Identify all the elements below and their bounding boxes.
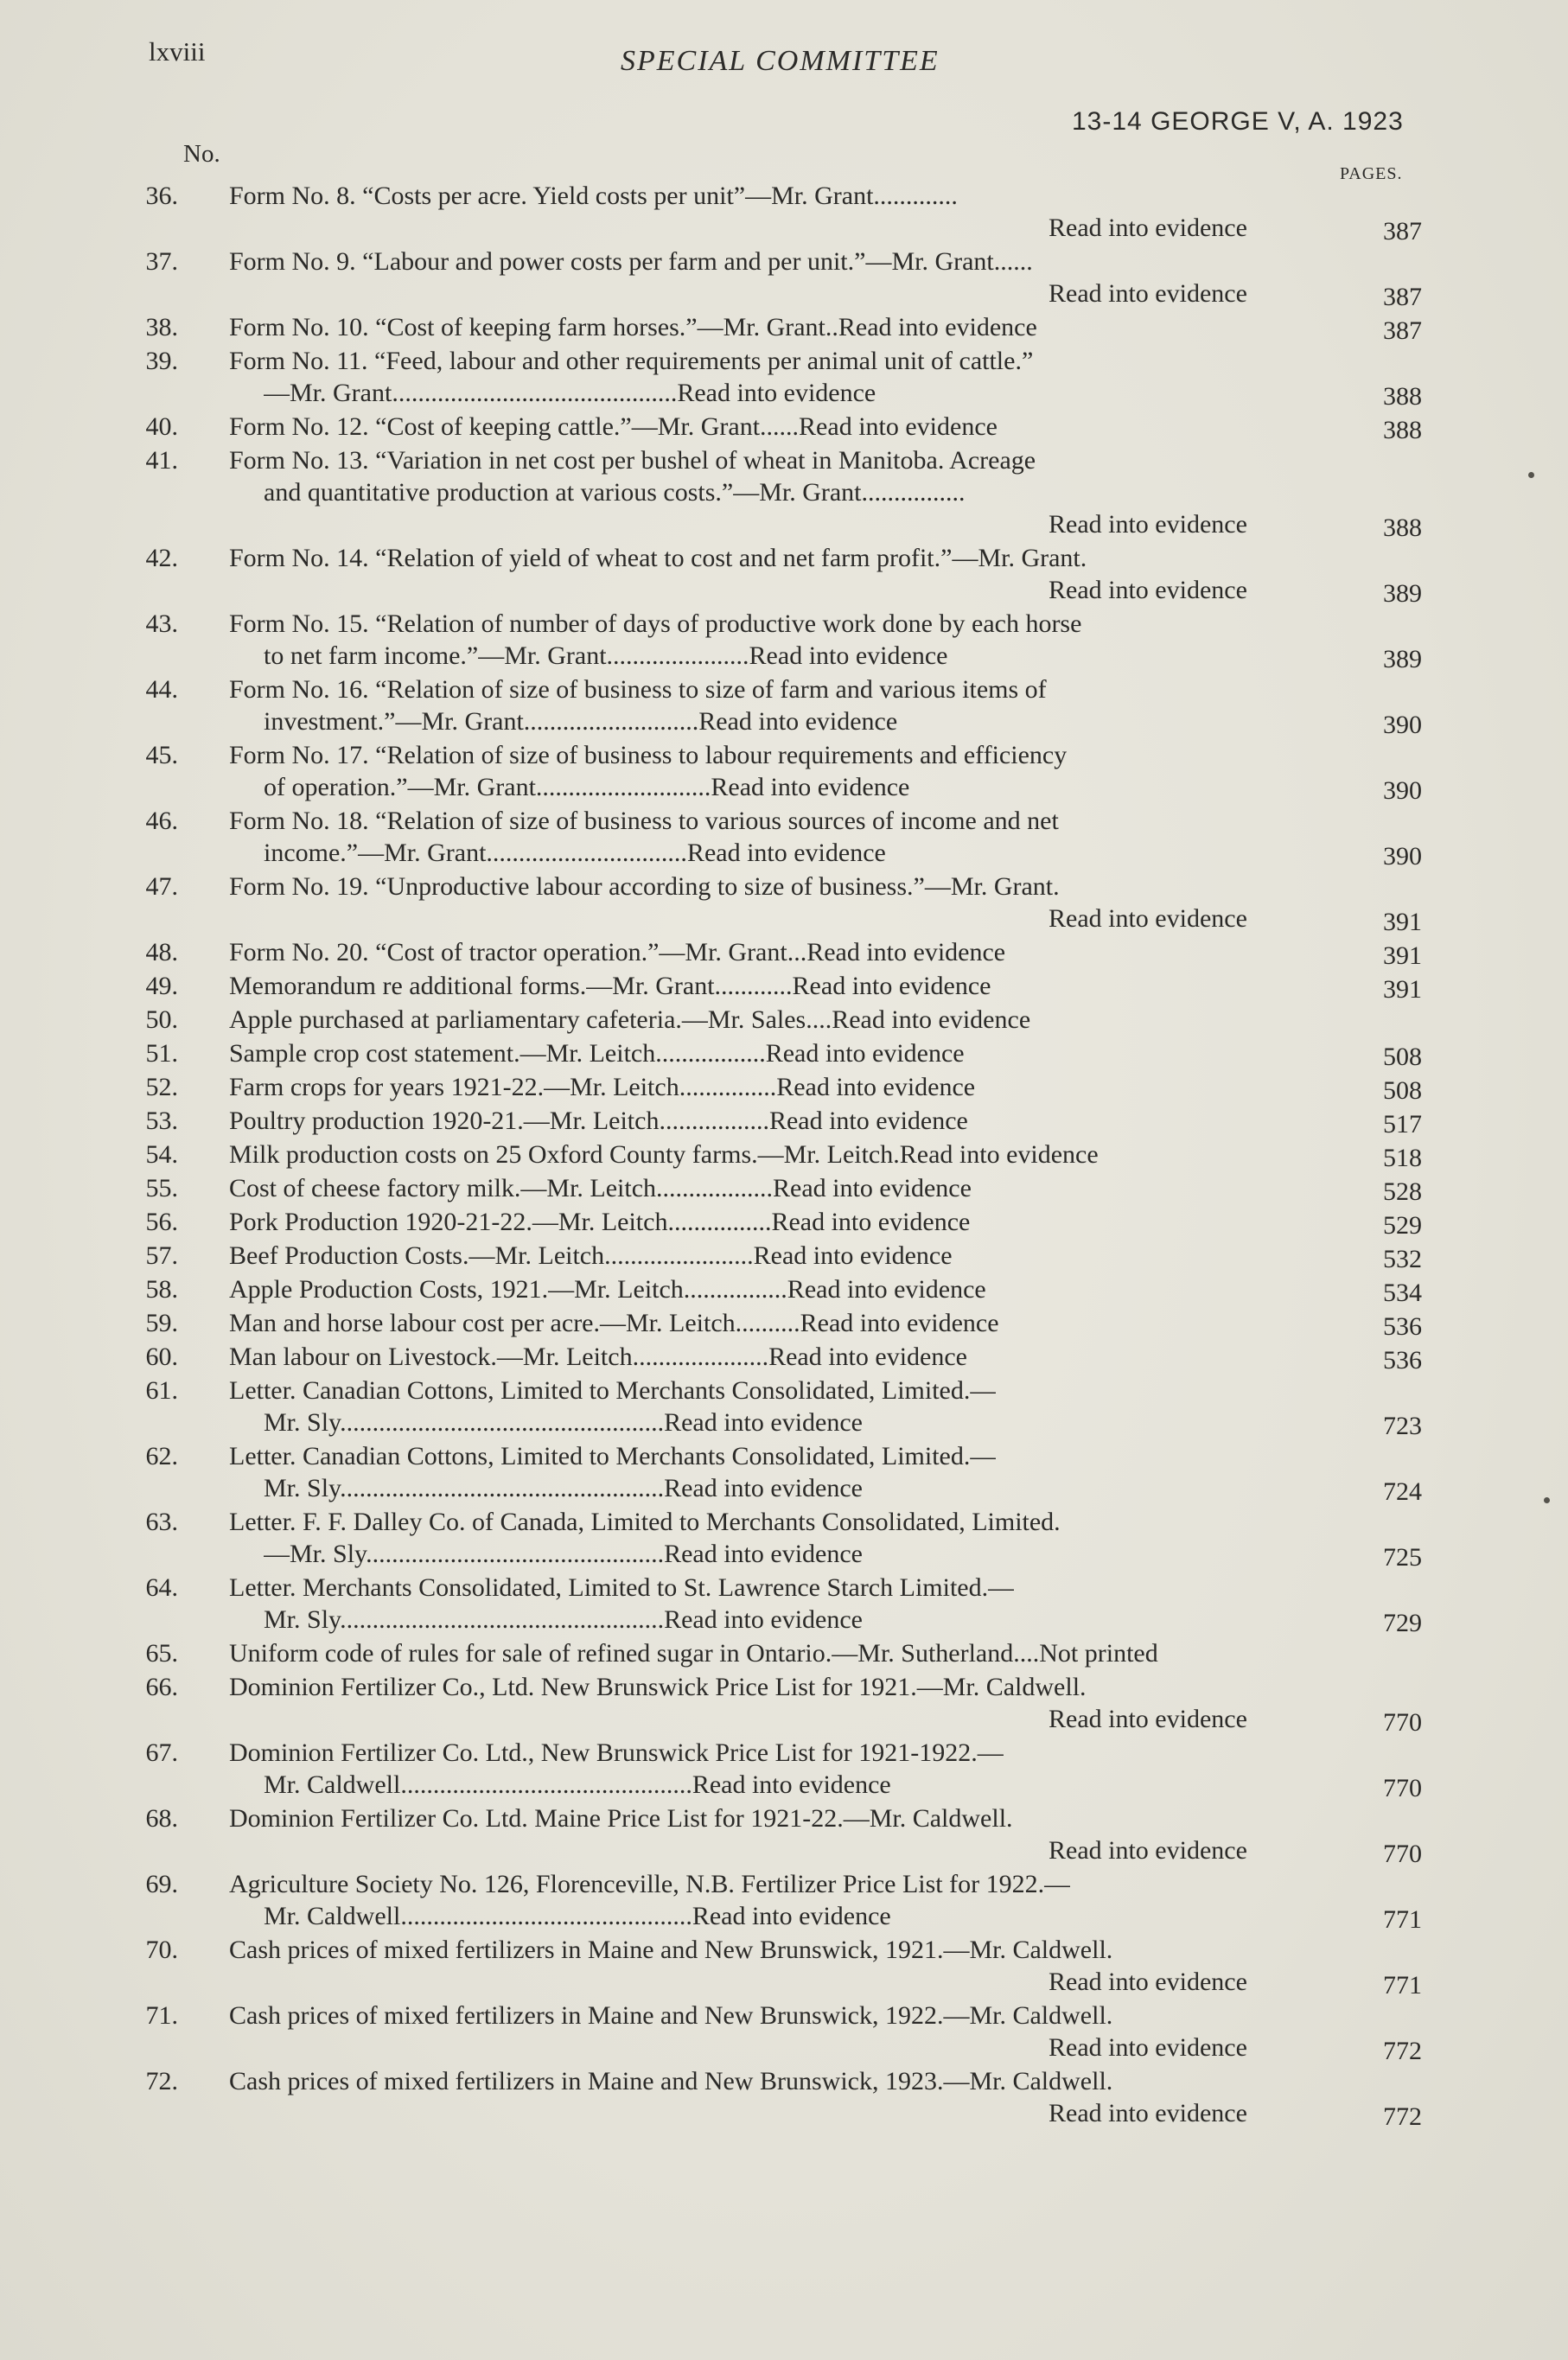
entry-number: 66.	[145, 1673, 178, 1701]
entry-page-number: 390	[1383, 711, 1422, 739]
entry-disposition: Read into evidence	[1049, 2033, 1247, 2062]
entry-description: Poultry production 1920-21.—Mr. Leitch.................Read into evidence	[229, 1107, 968, 1135]
entry-number: 37.	[145, 247, 178, 276]
entry-page-number: 387	[1383, 316, 1422, 345]
entry-description: Form No. 20. “Cost of tractor operation.”—Mr. Grant...Read into evidence	[229, 938, 1006, 966]
entry-number: 65.	[145, 1639, 178, 1668]
entry-number: 67.	[145, 1738, 178, 1767]
entry-number: 70.	[145, 1936, 178, 1964]
entry-disposition: Read into evidence	[1049, 576, 1247, 604]
entry-description: Form No. 12. “Cost of keeping cattle.”—Mr. Grant......Read into evidence	[229, 412, 998, 441]
entry-description: Sample crop cost statement.—Mr. Leitch.................Read into evidence	[229, 1039, 965, 1068]
entry-description: Cash prices of mixed fertilizers in Maine and New Brunswick, 1922.—Mr. Caldwell.	[229, 2001, 1113, 2030]
paper-speck	[1528, 472, 1534, 478]
entry-disposition: Read into evidence	[1049, 279, 1247, 308]
entry-page-number: 770	[1383, 1774, 1422, 1802]
entry-page-number: 771	[1383, 1905, 1422, 1934]
entry-continuation: Mr. Caldwell.............................................Read into evidence	[264, 1902, 891, 1930]
entry-number: 53.	[145, 1107, 178, 1135]
entry-page-number: 725	[1383, 1543, 1422, 1572]
entry-description: Form No. 11. “Feed, labour and other requirements per animal unit of cattle.”	[229, 347, 1034, 375]
entry-page-number: 724	[1383, 1477, 1422, 1506]
entry-continuation: Mr. Caldwell.............................................Read into evidence	[264, 1770, 891, 1799]
entry-page-number: 517	[1383, 1110, 1422, 1139]
entry-number: 71.	[145, 2001, 178, 2030]
entry-description: Letter. Canadian Cottons, Limited to Merchants Consolidated, Limited.—	[229, 1376, 997, 1405]
entry-description: Agriculture Society No. 126, Florenceville, N.B. Fertilizer Price List for 1922.—	[229, 1870, 1071, 1898]
entry-page-number: 723	[1383, 1412, 1422, 1440]
entry-page-number: 534	[1383, 1279, 1422, 1307]
entry-number: 36.	[145, 182, 178, 210]
entry-continuation: investment.”—Mr. Grant...........................Read into evidence	[264, 707, 898, 736]
entry-continuation: to net farm income.”—Mr. Grant......................Read into evidence	[264, 641, 948, 670]
entry-continuation: —Mr. Grant............................................Read into evidence	[264, 379, 876, 407]
entry-description: Dominion Fertilizer Co. Ltd. Maine Price List for 1921-22.—Mr. Caldwell.	[229, 1804, 1013, 1833]
entry-continuation: of operation.”—Mr. Grant...........................Read into evidence	[264, 773, 910, 801]
entry-description: Letter. Canadian Cottons, Limited to Merchants Consolidated, Limited.—	[229, 1442, 997, 1470]
entry-page-number: 391	[1383, 908, 1422, 936]
entry-number: 72.	[145, 2067, 178, 2095]
entry-number: 55.	[145, 1174, 178, 1202]
entry-continuation: Mr. Sly..................................................Read into evidence	[264, 1605, 863, 1634]
entry-number: 40.	[145, 412, 178, 441]
entry-number: 54.	[145, 1140, 178, 1169]
entry-disposition: Read into evidence	[1049, 214, 1247, 242]
entry-number: 52.	[145, 1073, 178, 1101]
entry-description: Memorandum re additional forms.—Mr. Grant............Read into evidence	[229, 972, 991, 1000]
entry-disposition: Read into evidence	[1049, 510, 1247, 539]
number-column-heading: No.	[183, 140, 220, 168]
entry-page-number: 772	[1383, 2102, 1422, 2131]
entry-description: Cash prices of mixed fertilizers in Maine and New Brunswick, 1923.—Mr. Caldwell.	[229, 2067, 1113, 2095]
entry-number: 46.	[145, 807, 178, 835]
entry-number: 69.	[145, 1870, 178, 1898]
entry-number: 50.	[145, 1005, 178, 1034]
page-folio: lxviii	[149, 36, 206, 67]
entry-description: Form No. 17. “Relation of size of business to labour requirements and efficiency	[229, 741, 1068, 769]
entry-page-number: 387	[1383, 283, 1422, 311]
session-heading: 13-14 GEORGE V, A. 1923	[1072, 107, 1404, 136]
entry-continuation: Mr. Sly..................................................Read into evidence	[264, 1408, 863, 1437]
entry-page-number: 391	[1383, 975, 1422, 1004]
entry-description: Form No. 15. “Relation of number of days of productive work done by each horse	[229, 609, 1082, 638]
entry-page-number: 388	[1383, 416, 1422, 444]
entry-description: Cost of cheese factory milk.—Mr. Leitch..................Read into evidence	[229, 1174, 972, 1202]
entry-number: 48.	[145, 938, 178, 966]
entry-page-number: 508	[1383, 1076, 1422, 1105]
entry-page-number: 390	[1383, 842, 1422, 871]
entry-description: Form No. 9. “Labour and power costs per farm and per unit.”—Mr. Grant......	[229, 247, 1033, 276]
entry-disposition: Read into evidence	[1049, 1705, 1247, 1733]
entry-description: Apple purchased at parliamentary cafeteria.—Mr. Sales....Read into evidence	[229, 1005, 1031, 1034]
pages-column-heading: PAGES.	[1340, 164, 1403, 183]
entry-page-number: 529	[1383, 1211, 1422, 1240]
entry-disposition: Read into evidence	[1049, 1836, 1247, 1865]
entry-number: 39.	[145, 347, 178, 375]
entry-number: 42.	[145, 544, 178, 572]
running-title: SPECIAL COMMITTEE	[621, 45, 940, 77]
entry-number: 45.	[145, 741, 178, 769]
entry-number: 59.	[145, 1309, 178, 1337]
entry-description: Form No. 16. “Relation of size of business to size of farm and various items of	[229, 675, 1047, 704]
entry-description: Form No. 10. “Cost of keeping farm horses.”—Mr. Grant..Read into evidence	[229, 313, 1037, 341]
entry-disposition: Read into evidence	[1049, 904, 1247, 933]
entry-description: Form No. 14. “Relation of yield of wheat to cost and net farm profit.”—Mr. Grant.	[229, 544, 1087, 572]
entry-page-number: 536	[1383, 1312, 1422, 1341]
entry-description: Letter. Merchants Consolidated, Limited to St. Lawrence Starch Limited.—	[229, 1573, 1015, 1602]
entry-page-number: 528	[1383, 1177, 1422, 1206]
entry-page-number: 388	[1383, 513, 1422, 542]
entry-number: 51.	[145, 1039, 178, 1068]
entry-description: Man labour on Livestock.—Mr. Leitch.....................Read into evidence	[229, 1343, 967, 1371]
entry-number: 56.	[145, 1208, 178, 1236]
entry-number: 68.	[145, 1804, 178, 1833]
entry-description: Pork Production 1920-21-22.—Mr. Leitch................Read into evidence	[229, 1208, 971, 1236]
entry-continuation: Mr. Sly..................................................Read into evidence	[264, 1474, 863, 1502]
entry-description: Form No. 13. “Variation in net cost per bushel of wheat in Manitoba. Acreage	[229, 446, 1036, 475]
entry-page-number: 532	[1383, 1245, 1422, 1273]
entry-page-number: 770	[1383, 1840, 1422, 1868]
paper-speck	[1544, 1497, 1550, 1503]
entry-page-number: 508	[1383, 1043, 1422, 1071]
entry-page-number: 729	[1383, 1609, 1422, 1637]
entry-description: Form No. 19. “Unproductive labour according to size of business.”—Mr. Grant.	[229, 872, 1060, 901]
entry-number: 61.	[145, 1376, 178, 1405]
entry-description: Beef Production Costs.—Mr. Leitch.......................Read into evidence	[229, 1241, 953, 1270]
entry-description: Uniform code of rules for sale of refined sugar in Ontario.—Mr. Sutherland....Not printed	[229, 1639, 1158, 1668]
entry-description: Man and horse labour cost per acre.—Mr. Leitch..........Read into evidence	[229, 1309, 999, 1337]
entry-page-number: 536	[1383, 1346, 1422, 1375]
entry-number: 60.	[145, 1343, 178, 1371]
entry-page-number: 389	[1383, 645, 1422, 673]
entry-page-number: 518	[1383, 1144, 1422, 1172]
entry-description: Farm crops for years 1921-22.—Mr. Leitch...............Read into evidence	[229, 1073, 976, 1101]
entry-description: Form No. 8. “Costs per acre. Yield costs per unit”—Mr. Grant.............	[229, 182, 958, 210]
entry-description: Apple Production Costs, 1921.—Mr. Leitch................Read into evidence	[229, 1275, 986, 1304]
entry-continuation: —Mr. Sly..............................................Read into evidence	[264, 1540, 863, 1568]
entry-description: Form No. 18. “Relation of size of business to various sources of income and net	[229, 807, 1059, 835]
entry-number: 63.	[145, 1508, 178, 1536]
entry-number: 57.	[145, 1241, 178, 1270]
entry-number: 41.	[145, 446, 178, 475]
entry-number: 64.	[145, 1573, 178, 1602]
entry-continuation: income.”—Mr. Grant...............................Read into evidence	[264, 839, 886, 867]
entry-disposition: Read into evidence	[1049, 1968, 1247, 1996]
entry-page-number: 390	[1383, 776, 1422, 805]
entry-number: 58.	[145, 1275, 178, 1304]
entry-page-number: 389	[1383, 579, 1422, 608]
entry-description: Dominion Fertilizer Co. Ltd., New Brunswick Price List for 1921-1922.—	[229, 1738, 1004, 1767]
entry-page-number: 388	[1383, 382, 1422, 411]
entry-number: 47.	[145, 872, 178, 901]
entry-description: Dominion Fertilizer Co., Ltd. New Brunswick Price List for 1921.—Mr. Caldwell.	[229, 1673, 1087, 1701]
entry-page-number: 387	[1383, 217, 1422, 246]
entry-number: 49.	[145, 972, 178, 1000]
entry-page-number: 770	[1383, 1708, 1422, 1737]
entry-number: 44.	[145, 675, 178, 704]
entry-number: 38.	[145, 313, 178, 341]
entry-continuation: and quantitative production at various costs.”—Mr. Grant................	[264, 478, 966, 507]
entry-page-number: 771	[1383, 1971, 1422, 2000]
entry-number: 43.	[145, 609, 178, 638]
entry-disposition: Read into evidence	[1049, 2099, 1247, 2127]
entry-page-number: 391	[1383, 941, 1422, 970]
entry-number: 62.	[145, 1442, 178, 1470]
entry-description: Cash prices of mixed fertilizers in Maine and New Brunswick, 1921.—Mr. Caldwell.	[229, 1936, 1113, 1964]
entry-description: Letter. F. F. Dalley Co. of Canada, Limited to Merchants Consolidated, Limited.	[229, 1508, 1061, 1536]
entry-description: Milk production costs on 25 Oxford County farms.—Mr. Leitch.Read into evidence	[229, 1140, 1099, 1169]
entry-page-number: 772	[1383, 2037, 1422, 2065]
